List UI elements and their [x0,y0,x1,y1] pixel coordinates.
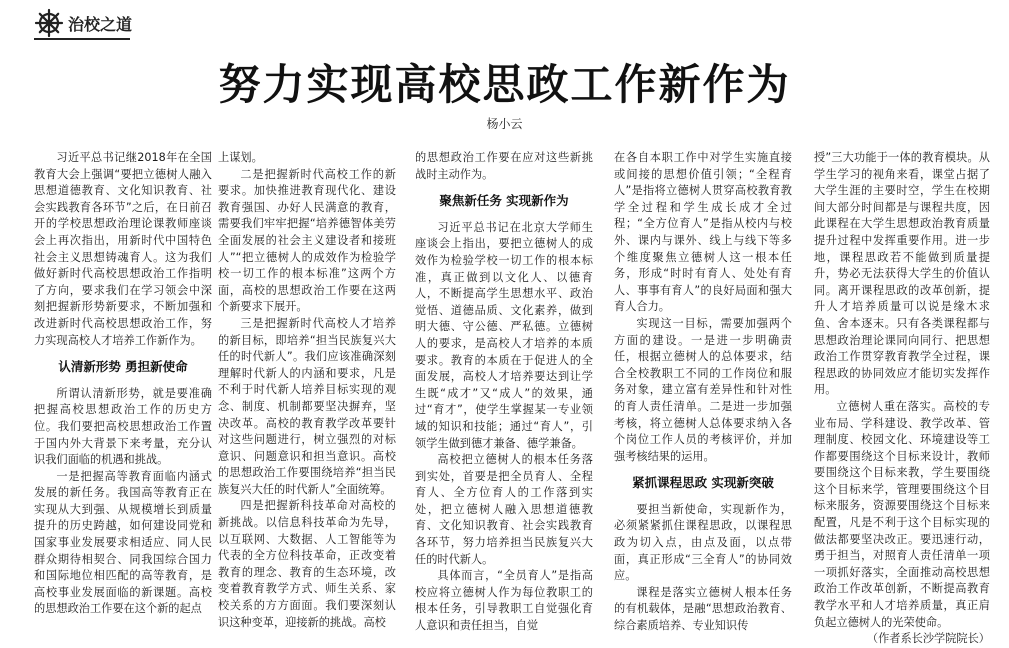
paragraph: 具体而言，“全员育人”是指高校应将立德树人作为每位教职工的根本任务，引导教职工自觉强化育人意识和责任担当，自觉 [415,569,593,633]
paragraph: 立德树人重在落实。高校的专业布局、学科建设、教学改革、管理制度、校园文化、环境建设等工作都要围绕这个目标来设计，教师要围绕这个目标来教，学生要围绕这个目标来学，管理要围绕这个目标来服务，资源要围绕这个目标来配置，凡是不利于这个目标实现的做法都要坚决改正。要迅速行动，勇于担当，对照育人责任清单一项一项抓好落实，全面推动高校思想政治工作改革创新，不断提高教育教学水平和人才培养质量，真正肩负起立德树人的光荣使命。 [814,399,990,629]
paragraph: 所谓认清新形势，就是要准确把握高校思想政治工作的历史方位。我们要把高校思想政治工作置于国内外大背景下来考量，充分认识我们面临的机遇和挑战。 [34,386,212,467]
section-header [34,8,254,38]
article-author: 杨小云 [486,117,523,131]
subheading: 认清新形势 勇担新使命 [58,359,188,375]
paragraph: 习近平总书记在北京大学师生座谈会上指出，要把立德树人的成效作为检验学校一切工作的根本标准，真正做到以文化人、以德育人，不断提高学生思想水平、政治觉悟、道德品质、文化素养，做到明大德、守公德、严私德。立德树人的要求，是高校人才培养的本质要求。教育的本质在于促进人的全面发展，高校人才培养要达到让学生既“成才”又“成人”的效果，通过“育才”，使学生掌握某一专业领域的知识和技能；通过“育人”，引领学生做到德才兼备、德学兼备。 [415,220,593,450]
paragraph: 实现这一目标，需要加强两个方面的建设。一是进一步明确责任，根据立德树人的总体要求，结合全校教职工不同的工作岗位和服务对象，建立富有差异性和针对性的育人责任清单。二是进一步加强考核，将立德树人总体要求纳入各个岗位工作人员的考核评价，并加强考核结果的运用。 [614,316,792,463]
author-note: （作者系长沙学院院长） [866,632,990,646]
column-2 [218,150,396,629]
subheading: 聚焦新任务 实现新作为 [439,193,569,209]
paragraph: 上谋划。 [218,151,263,164]
paragraph: 高校把立德树人的根本任务落到实处，首要是把全员育人、全程育人、全方位育人的工作落到实处，把立德树人融入思想道德教育、文化知识教育、社会实践教育各环节，努力培养担当民族复兴大任的时代新人。 [415,453,593,566]
paragraph: 三是把握新时代高校人才培养的新目标，即培养“担当民族复兴大任的时代新人”。我们应该准确深刻理解时代新人的内涵和要求，凡是不利于时代新人培养目标实现的观念、制度、机制都要坚决摒弃，坚决改革。高校的教育教学改革要针对这些问题进行，树立强烈的对标意识、问题意识和担当意识。高校的思想政治工作要围绕培养“担当民族复兴大任的时代新人”全面统筹。 [218,316,396,496]
header-rule [34,38,130,40]
subheading: 紧抓课程思政 实现新突破 [632,475,774,491]
paragraph: 课程是落实立德树人根本任务的有机载体，是融“思想政治教育、综合素质培养、专业知识传 [614,585,792,633]
ship-wheel-icon [34,8,64,38]
paragraph: 在各自本职工作中对学生实施直接或间接的思想价值引领；“全程育人”是指将立德树人贯穿高校教育教学全过程和学生成长成才全过程；“全方位育人”是指从校内与校外、课内与课外、线上与线下等多个维度聚焦立德树人这一根本任务，形成“时时有育人、处处有育人、事事有育人”的良好局面和强大育人合力。 [614,151,792,314]
paragraph: 一是把握高等教育面临内涵式发展的新任务。我国高等教育正在实现从大到强、从规模增长到质量提升的历史跨越，如何建设同党和国家事业发展要求相适应、同人民群众期待相契合、同我国综合国力和国际地位相匹配的高等教育，是高校事业发展面临的新课题。高校的思想政治工作要在这个新的起点 [34,469,212,616]
column-5 [814,150,990,646]
section-name: 治校之道 [68,15,133,34]
paragraph: 的思想政治工作要在应对这些新挑战时主动作为。 [415,151,593,181]
column-4 [614,150,792,633]
paragraph: 习近平总书记继2018年在全国教育大会上强调“要把立德树人融入思想道德教育、文化知识教育、社会实践教育各环节”之后，在日前召开的学校思想政治理论课教师座谈会上再次指出，用新时代中国特色社会主义思想铸魂育人。这为我们做好新时代高校思想政治工作指明了方向，要求我们在学习领会中深刻把握新形势新要求，不断加强和改进新时代高校思想政治工作，努力实现高校人才培养工作新作为。 [34,151,212,347]
paragraph: 四是把握新科技革命对高校的新挑战。以信息科技革命为先导，以互联网、大数据、人工智能等为代表的全方位科技革命，正改变着教育的理念、教育的生态环境，改变着教育教学方式、师生关系、家校关系的方方面面。我们要深刻认识这种变革，迎接新的挑战。高校 [218,499,396,629]
column-3 [415,150,593,633]
paragraph: 授”三大功能于一体的教育模块。从学生学习的视角来看，课堂占据了大学生涯的主要时空，学生在校期间大部分时间都是与课程共度，因此课程在大学生思想政治教育质量提升过程中发挥重要作用。进一步地，课程思政若不能做到质量提升，势必无法获得大学生的价值认同。离开课程思政的改革创新，提升人才培养质量可以说是缘木求鱼、舍本逐末。只有各类课程都与思想政治理论课同向同行、把思想政治工作贯穿教育教学全过程，课程思政的协同效应才能切实发挥作用。 [814,151,990,397]
paragraph: 二是把握新时代高校工作的新要求。加快推进教育现代化、建设教育强国、办好人民满意的教育，需要我们牢牢把握“培养德智体美劳全面发展的社会主义建设者和接班人”“把立德树人的成效作为检验学校一切工作的根本标准”这两个方面，高校的思想政治工作要在这两个新要求下展开。 [218,167,396,314]
column-1 [34,150,212,622]
paragraph: 要担当新使命，实现新作为，必须紧紧抓住课程思政，以课程思政为切入点，由点及面，以点带面，真正形成“三全育人”的协同效应。 [614,502,792,583]
article-title: 努力实现高校思政工作新作为 [218,60,791,109]
